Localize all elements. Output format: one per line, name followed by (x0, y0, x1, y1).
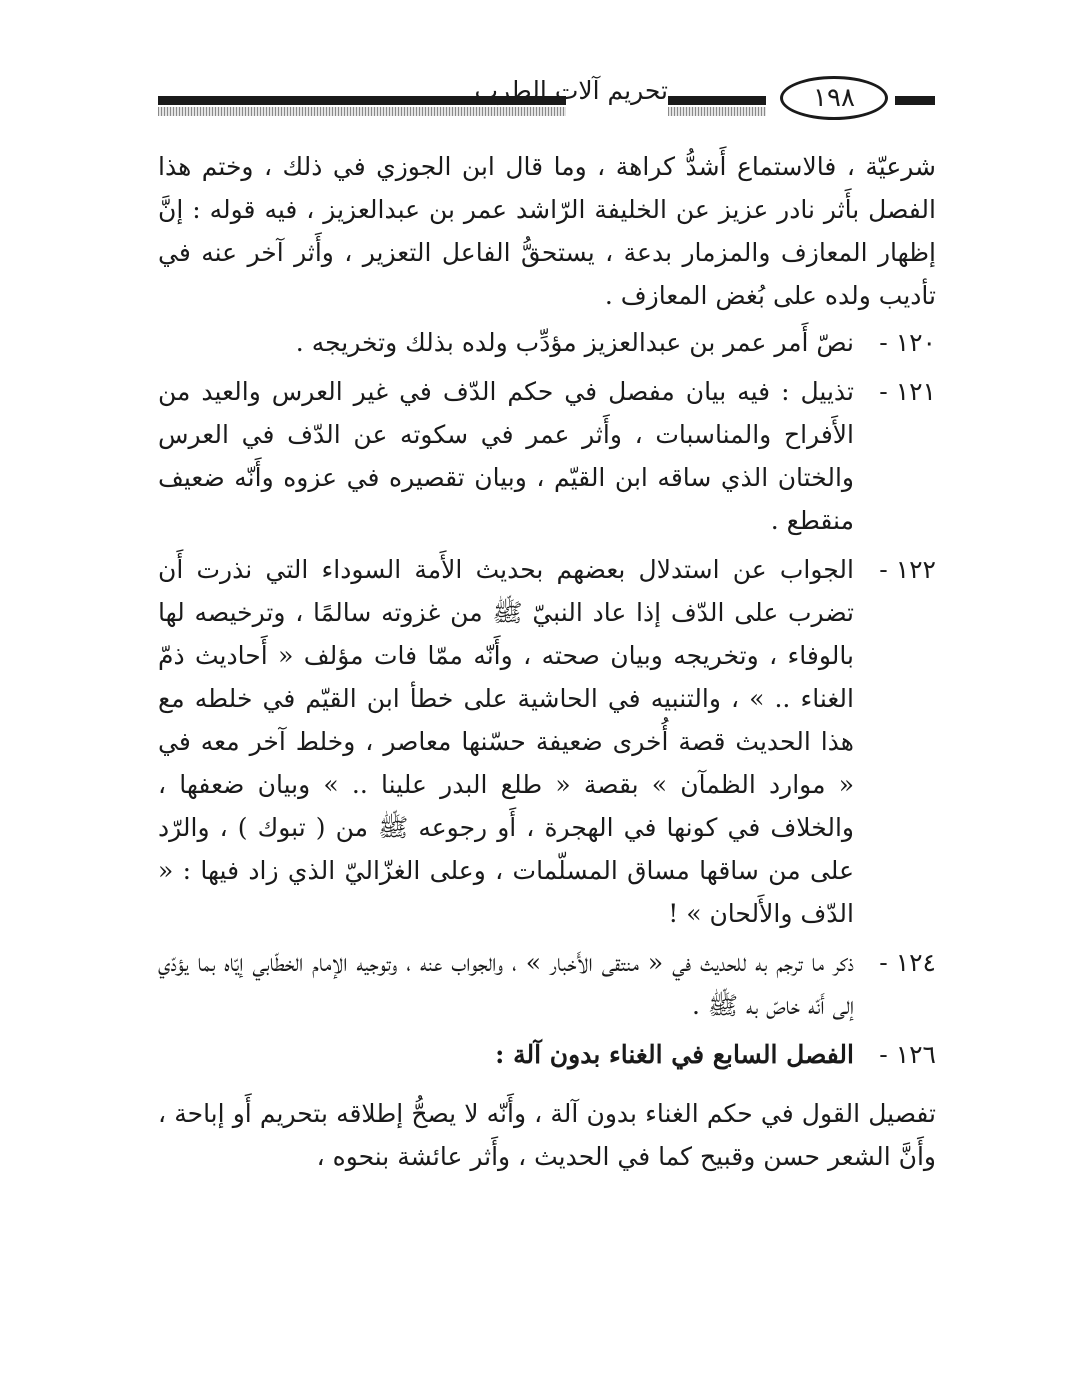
entry-text: نصّ أَمر عمر بن عبدالعزيز مؤدِّب ولده بذلك وتخريجه . (295, 328, 854, 357)
running-title: تحريم آلات الطرب (474, 76, 668, 105)
header-hatch-right (668, 107, 766, 116)
intro-paragraph: شرعيّة ، فالاستماع أَشدُّ كراهة ، وما قال ابن الجوزي في ذلك ، وختم هذا الفصل بأَثر نادر عزيز عن الخليفة الرّاشد عمر بن عبدالعزيز ، فيه قوله : إنَّ إظهار المعازف والمزمار بدعة ، يستحقُّ الفاعل التعزير ، وأَثر آخر عنه في تأديب ولده على بُغض المعازف . (158, 152, 937, 310)
index-entry-121 (158, 370, 936, 542)
chapter-summary-paragraph: تفصيل القول في حكم الغناء بدون آلة ، وأَنّه لا يصحُّ إطلاقه بتحريم أَو إباحة ، وأَنَّ الشعر حسن وقبيح كما في الحديث ، وأَثر عائشة بنحوه ، (158, 1099, 936, 1171)
entry-text: الجواب عن استدلال بعضهم بحديث الأَمة السوداء التي نذرت أَن تضرب على الدّف إذا عاد النبيّ ﷺ من غزوته سالمًا ، وترخيصه لها بالوفاء ، وتخريجه وبيان صحته ، وأَنّه ممّا فات مؤلف « أَحاديث ذمّ الغناء .. » ، والتنبيه في الحاشية على خطأ ابن القيّم في خلطه مع هذا الحديث قصة أُخرى ضعيفة حسّنها معاصر ، وخلط آخر معه في « موارد الظمآن » بقصة « طلع البدر علينا .. » وبيان ضعفها ، والخلاف في كونها في الهجرة ، أَو رجوعه ﷺ من ( تبوك ) ، والرّد على من ساقها مساق المسلّمات ، وعلى الغزّاليّ الذي زاد فيها : « الدّف والأَلحان » ! (158, 555, 854, 928)
entry-page-ref: ١٢٠ - (879, 328, 936, 357)
entry-text: ذكر ما ترجم به للحديث في « منتقى الأَخبار » ، والجواب عنه ، وتوجيه الإمام الخطّابي إيّاه بما يؤدّي إلى أَنّه خاصّ به ﷺ . (158, 948, 854, 1020)
entry-page-ref: ١٢٢ - (879, 555, 936, 584)
index-entry-120 (158, 321, 936, 364)
header-rule-right (668, 96, 766, 105)
index-entry-122 (158, 548, 936, 935)
running-header (150, 72, 935, 132)
page-number: ١٩٨ (780, 76, 888, 120)
entry-page-ref: ١٢٦ - (879, 1040, 936, 1069)
header-hatch-left (158, 107, 566, 116)
entry-page-ref: ١٢٤ - (879, 948, 936, 977)
entry-text: تذييل : فيه بيان مفصل في حكم الدّف في غير العرس والعيد من الأَفراح والمناسبات ، وأَثر عمر في سكوته عن الدّف في العرس والختان الذي ساقه ابن القيّم ، وبيان تقصيره في عزوه وأَنّه ضعيف منقطع . (158, 377, 854, 535)
index-entry-126-chapter-heading (158, 1033, 936, 1076)
header-rule-tail (895, 96, 935, 105)
chapter-heading: الفصل السابع في الغناء بدون آلة : (495, 1040, 854, 1069)
page-body (158, 145, 936, 1182)
entry-page-ref: ١٢١ - (879, 377, 936, 406)
index-entry-124 (158, 941, 936, 1027)
